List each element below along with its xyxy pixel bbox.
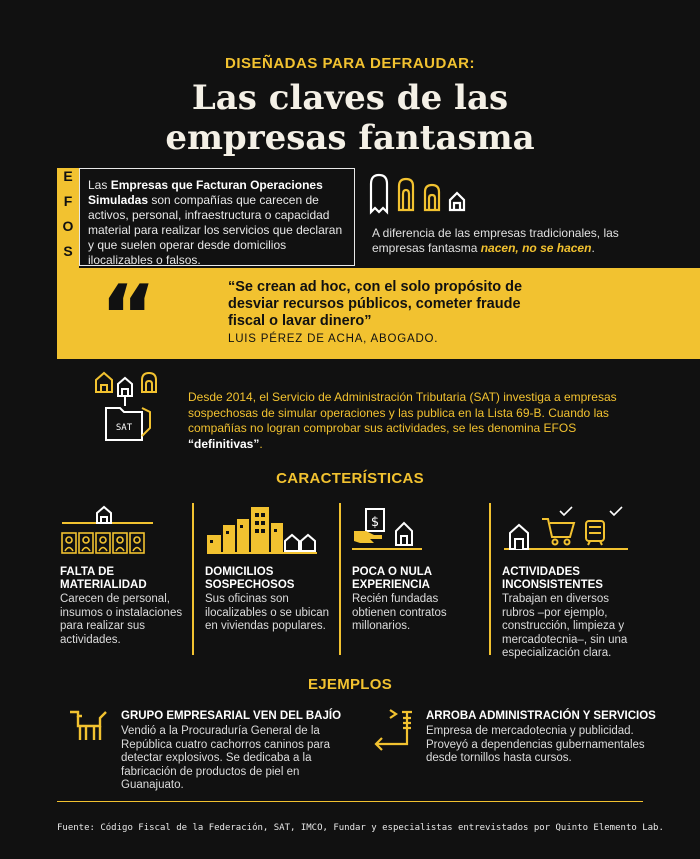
efos-term: Empresas que Facturan Operaciones Simuladas xyxy=(88,178,323,207)
quote-mark-icon: “ xyxy=(100,267,157,367)
characteristic-title: POCA O NULA EXPERIENCIA xyxy=(352,566,432,591)
example-text: Vendió a la Procuraduría General de la República cuatro cachorros caninos para detectar explosivos. Se dedicaba a la fabricación de productos de piel en Guanajuato. xyxy=(121,725,331,791)
title-line-1: Las claves de las xyxy=(191,78,509,118)
buildings-icon xyxy=(205,505,320,555)
characteristic-text: Sus oficinas son ilocalizables o se ubican en viviendas populares. xyxy=(205,593,330,632)
characteristics-heading: CARACTERÍSTICAS xyxy=(276,470,424,487)
examples-heading: EJEMPLOS xyxy=(307,676,393,693)
column-divider xyxy=(489,503,491,655)
svg-text:$: $ xyxy=(370,515,380,530)
example-text: Empresa de mercadotecnia y publicidad. Proveyó a dependencias gubernamentales desde tornillos hasta cursos. xyxy=(426,725,645,764)
characteristic-title: ACTIVIDADES INCONSISTENTES xyxy=(502,566,603,591)
tradicional-text: A diferencia de las empresas tradicionales, las empresas fantasma nacen, no se hacen. xyxy=(372,226,619,255)
efos-letter: F xyxy=(63,193,73,209)
characteristic-title: FALTA DE MATERIALIDAD xyxy=(60,566,147,591)
example-title: GRUPO EMPRESARIAL VEN DEL BAJÍO xyxy=(121,710,342,722)
column-divider xyxy=(339,503,341,655)
efos-letter: O xyxy=(62,218,74,234)
sat-paragraph: Desde 2014, el Servicio de Administración Tributaria (SAT) investiga a empresas sospechosas de simular operaciones y las publica en la Lista 69-B. Cuando las compañías no logran comprobar sus actividades, se les denomina EFOS “definitivas”. xyxy=(188,390,617,451)
ghost-houses-icon xyxy=(368,172,478,220)
quote-text: “Se crean ad hoc, con el solo propósito de desviar recursos públicos, cometer fraude fiscal o lavar dinero” xyxy=(228,279,523,329)
column-divider xyxy=(192,503,194,655)
definitivas-label: “definitivas” xyxy=(188,436,260,451)
dog-icon xyxy=(68,708,110,744)
sat-icon-label: SAT xyxy=(115,423,133,433)
source-footer: Fuente: Código Fiscal de la Federación, SAT, IMCO, Fundar y especialistas entrevistados por Quinto Elemento Lab. xyxy=(57,823,664,833)
diverse-activities-icon xyxy=(502,505,632,555)
quote-author: LUIS PÉREZ DE ACHA, ABOGADO. xyxy=(228,333,439,345)
example-title: ARROBA ADMINISTRACIÓN Y SERVICIOS xyxy=(426,710,656,722)
kicker: DISEÑADAS PARA DEFRAUDAR: xyxy=(224,55,475,72)
efos-letter: S xyxy=(63,243,73,259)
efos-letter: E xyxy=(63,168,73,184)
page-title xyxy=(0,78,700,158)
footer-divider xyxy=(57,801,643,802)
characteristic-text: Recién fundadas obtienen contratos millonarios. xyxy=(352,593,447,632)
efos-letter-strip xyxy=(57,168,79,268)
characteristic-title: DOMICILIOS SOSPECHOSOS xyxy=(205,566,295,591)
efos-definition: Las Empresas que Facturan Operaciones Simuladas son compañías que carecen de activos, personal, infraestructura o capacidad material para realizar los servicios que declaran y que suelen operar desde domicilios ilocalizables o falsos. xyxy=(79,168,355,266)
no-personnel-icon xyxy=(60,505,155,555)
money-hand-icon xyxy=(352,505,432,555)
characteristic-text: Carecen de personal, insumos o instalaciones para realizar sus actividades. xyxy=(60,593,183,646)
characteristic-text: Trabajan en diversos rubros –por ejemplo, construcción, limpieza y mercadotecnia–, sin una especialización clara. xyxy=(502,593,628,659)
title-line-2: empresas fantasma xyxy=(165,118,535,158)
sat-folder-icon xyxy=(92,370,172,442)
screw-arrow-icon xyxy=(368,706,414,752)
